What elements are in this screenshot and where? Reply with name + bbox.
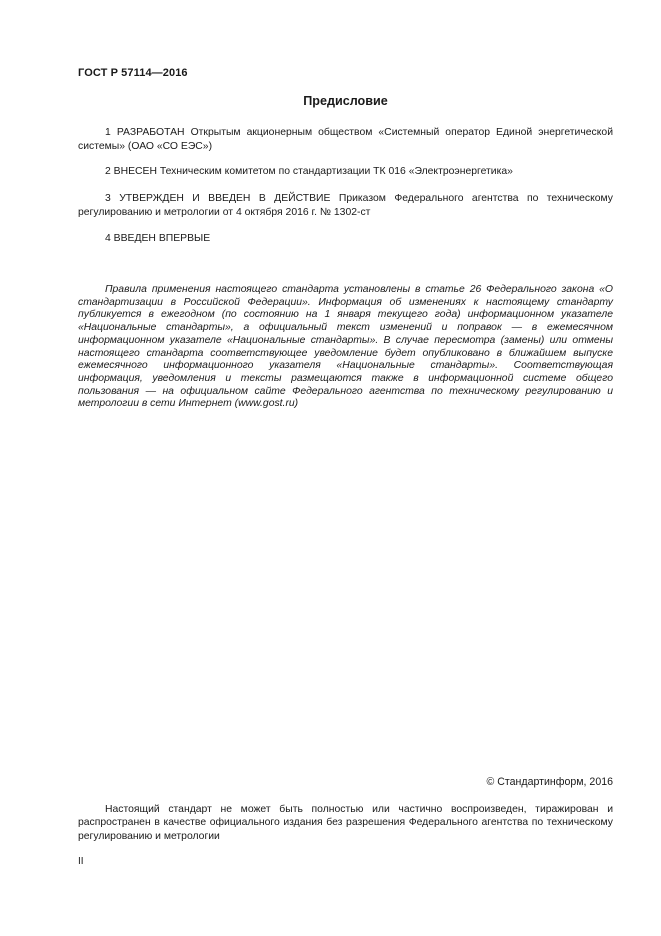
standard-usage-notice: Правила применения настоящего стандарта установлены в статье 26 Федерального закона «О стандартизации в Российской Федерации». Информация об изменениях к настоящему стандарту публикуется в ежегодном (по состоянию на 1 января текущего года) информационном указателе «Национальные стандарты», а официальный текст изменений и поправок — в ежемесячном информационном указателе «Национальные стандарты». В случае пересмотра (замены) или отмены настоящего стандарта соответствующее уведомление будет опубликовано в ближайшем выпуске ежемесячного информационного указателя «Национальные стандарты». Соответствующая информация, уведомления и тексты размещаются также в информационной системе общего пользования — на официальном сайте Федерального агентства по техническому регулированию и метрологии в сети Интернет (www.gost.ru) (78, 284, 613, 410)
copyright-line: © Стандартинформ, 2016 (486, 776, 613, 788)
foreword-item-first-introduced: 4 ВВЕДЕН ВПЕРВЫЕ (105, 233, 211, 244)
reproduction-notice: Настоящий стандарт не может быть полностью или частично воспроизведен, тиражирован и распространен в качестве официального издания без разрешения Федерального агентства по техническому регулированию и метрологии (78, 804, 613, 842)
foreword-item-submitted: 2 ВНЕСЕН Техническим комитетом по стандартизации ТК 016 «Электроэнергетика» (105, 166, 513, 177)
document-code: ГОСТ Р 57114—2016 (78, 67, 188, 79)
foreword-item-developed: 1 РАЗРАБОТАН Открытым акционерным обществом «Системный оператор Единой энергетической системы» (ОАО «СО ЕЭС») (78, 127, 613, 152)
page-number: II (78, 856, 84, 867)
section-title: Предисловие (303, 94, 388, 108)
foreword-item-approved: 3 УТВЕРЖДЕН И ВВЕДЕН В ДЕЙСТВИЕ Приказом Федерального агентства по техническому регулированию и метрологии от 4 октября 2016 г. № 1302-ст (78, 193, 613, 218)
